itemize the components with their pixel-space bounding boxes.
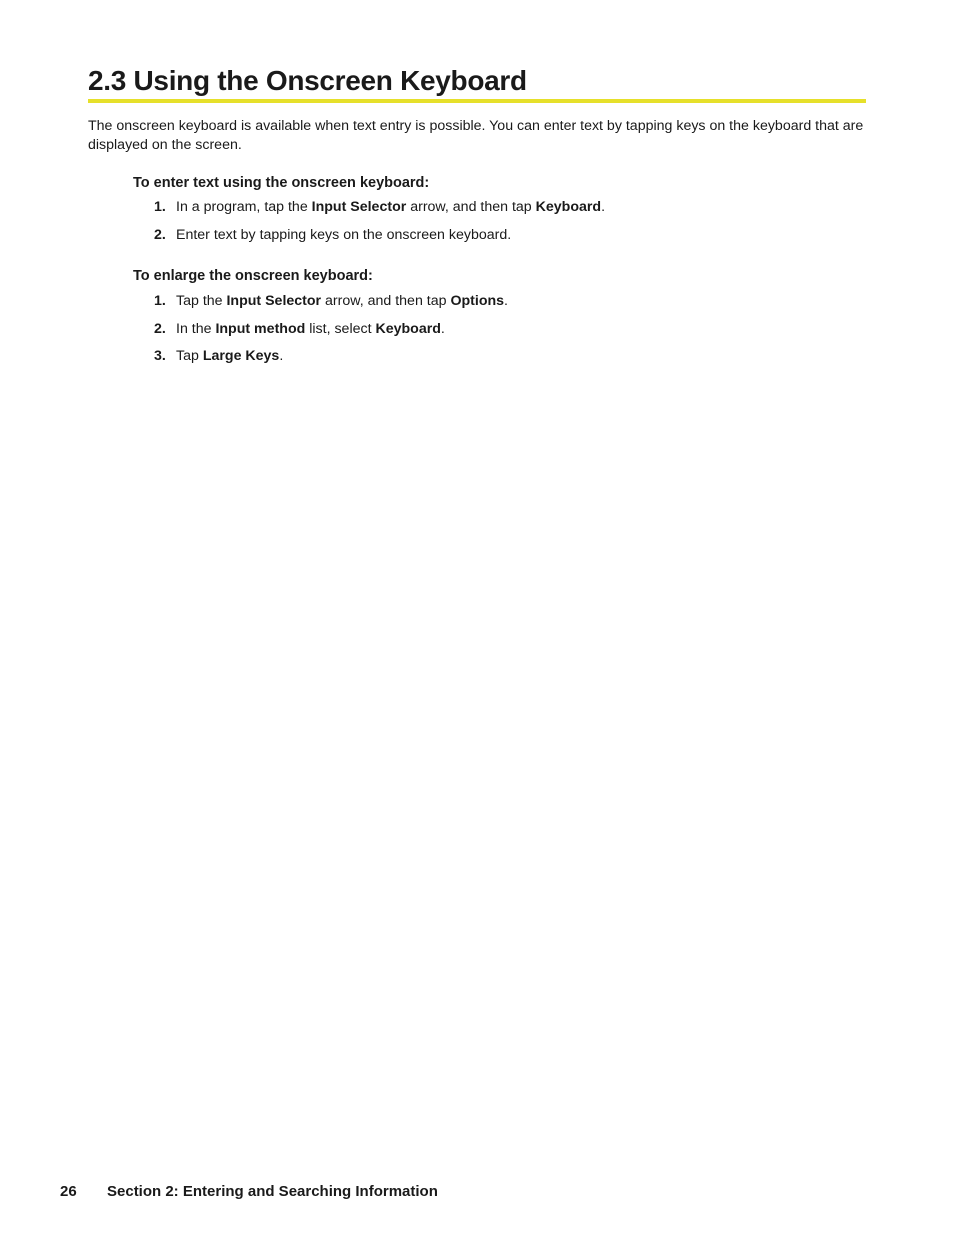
step-text xyxy=(176,348,283,364)
steps-enlarge-keyboard xyxy=(154,293,508,376)
step-text-run: list, select xyxy=(305,320,376,337)
ui-term: Large Keys xyxy=(202,348,280,364)
ui-term: Keyboard xyxy=(535,199,602,215)
step-number: 3. xyxy=(154,348,166,364)
step-text-run: Enter text by tapping keys on the onscreen keyboard. xyxy=(176,226,512,243)
step-text-run: . xyxy=(601,199,606,215)
procedure-heading-enlarge-keyboard: To enlarge the onscreen keyboard: xyxy=(133,268,373,284)
step-text-run: . xyxy=(504,293,508,309)
page-footer xyxy=(60,1183,438,1200)
list-item xyxy=(154,293,508,321)
step-text-run: arrow, and then tap xyxy=(321,293,451,309)
step-text xyxy=(176,321,445,337)
step-text-run: arrow, and then tap xyxy=(406,199,536,215)
intro-paragraph: The onscreen keyboard is available when text entry is possible. You can enter text by tapping keys on the keyboard that are displayed on the screen. xyxy=(88,118,864,153)
list-item xyxy=(154,348,508,376)
step-text-run: Tap the xyxy=(176,293,227,309)
step-text xyxy=(176,199,605,215)
step-text xyxy=(176,227,511,243)
step-number: 1. xyxy=(154,199,166,215)
ui-term: Input method xyxy=(215,320,306,337)
ui-term: Input Selector xyxy=(226,293,322,309)
step-text-run: . xyxy=(440,320,445,337)
list-item xyxy=(154,321,508,349)
step-text-run: Tap xyxy=(176,348,203,364)
title-rule xyxy=(88,99,866,103)
steps-enter-text xyxy=(154,199,605,254)
step-number: 2. xyxy=(154,320,166,337)
step-text-run: . xyxy=(279,348,284,364)
ui-term: Input Selector xyxy=(311,199,407,215)
step-text xyxy=(176,293,508,309)
list-item xyxy=(154,199,605,227)
step-text-run: In the xyxy=(176,320,216,337)
step-text-run: In a program, tap the xyxy=(176,199,312,215)
footer-page-number: 26 xyxy=(60,1183,77,1200)
list-item xyxy=(154,227,605,255)
procedure-heading-enter-text: To enter text using the onscreen keyboard: xyxy=(133,175,430,191)
page-title: 2.3 Using the Onscreen Keyboard xyxy=(88,65,527,96)
footer-section-title: Section 2: Entering and Searching Information xyxy=(107,1183,438,1200)
ui-term: Keyboard xyxy=(375,320,441,337)
ui-term: Options xyxy=(450,293,505,309)
step-number: 1. xyxy=(154,293,166,309)
step-number: 2. xyxy=(154,226,166,243)
